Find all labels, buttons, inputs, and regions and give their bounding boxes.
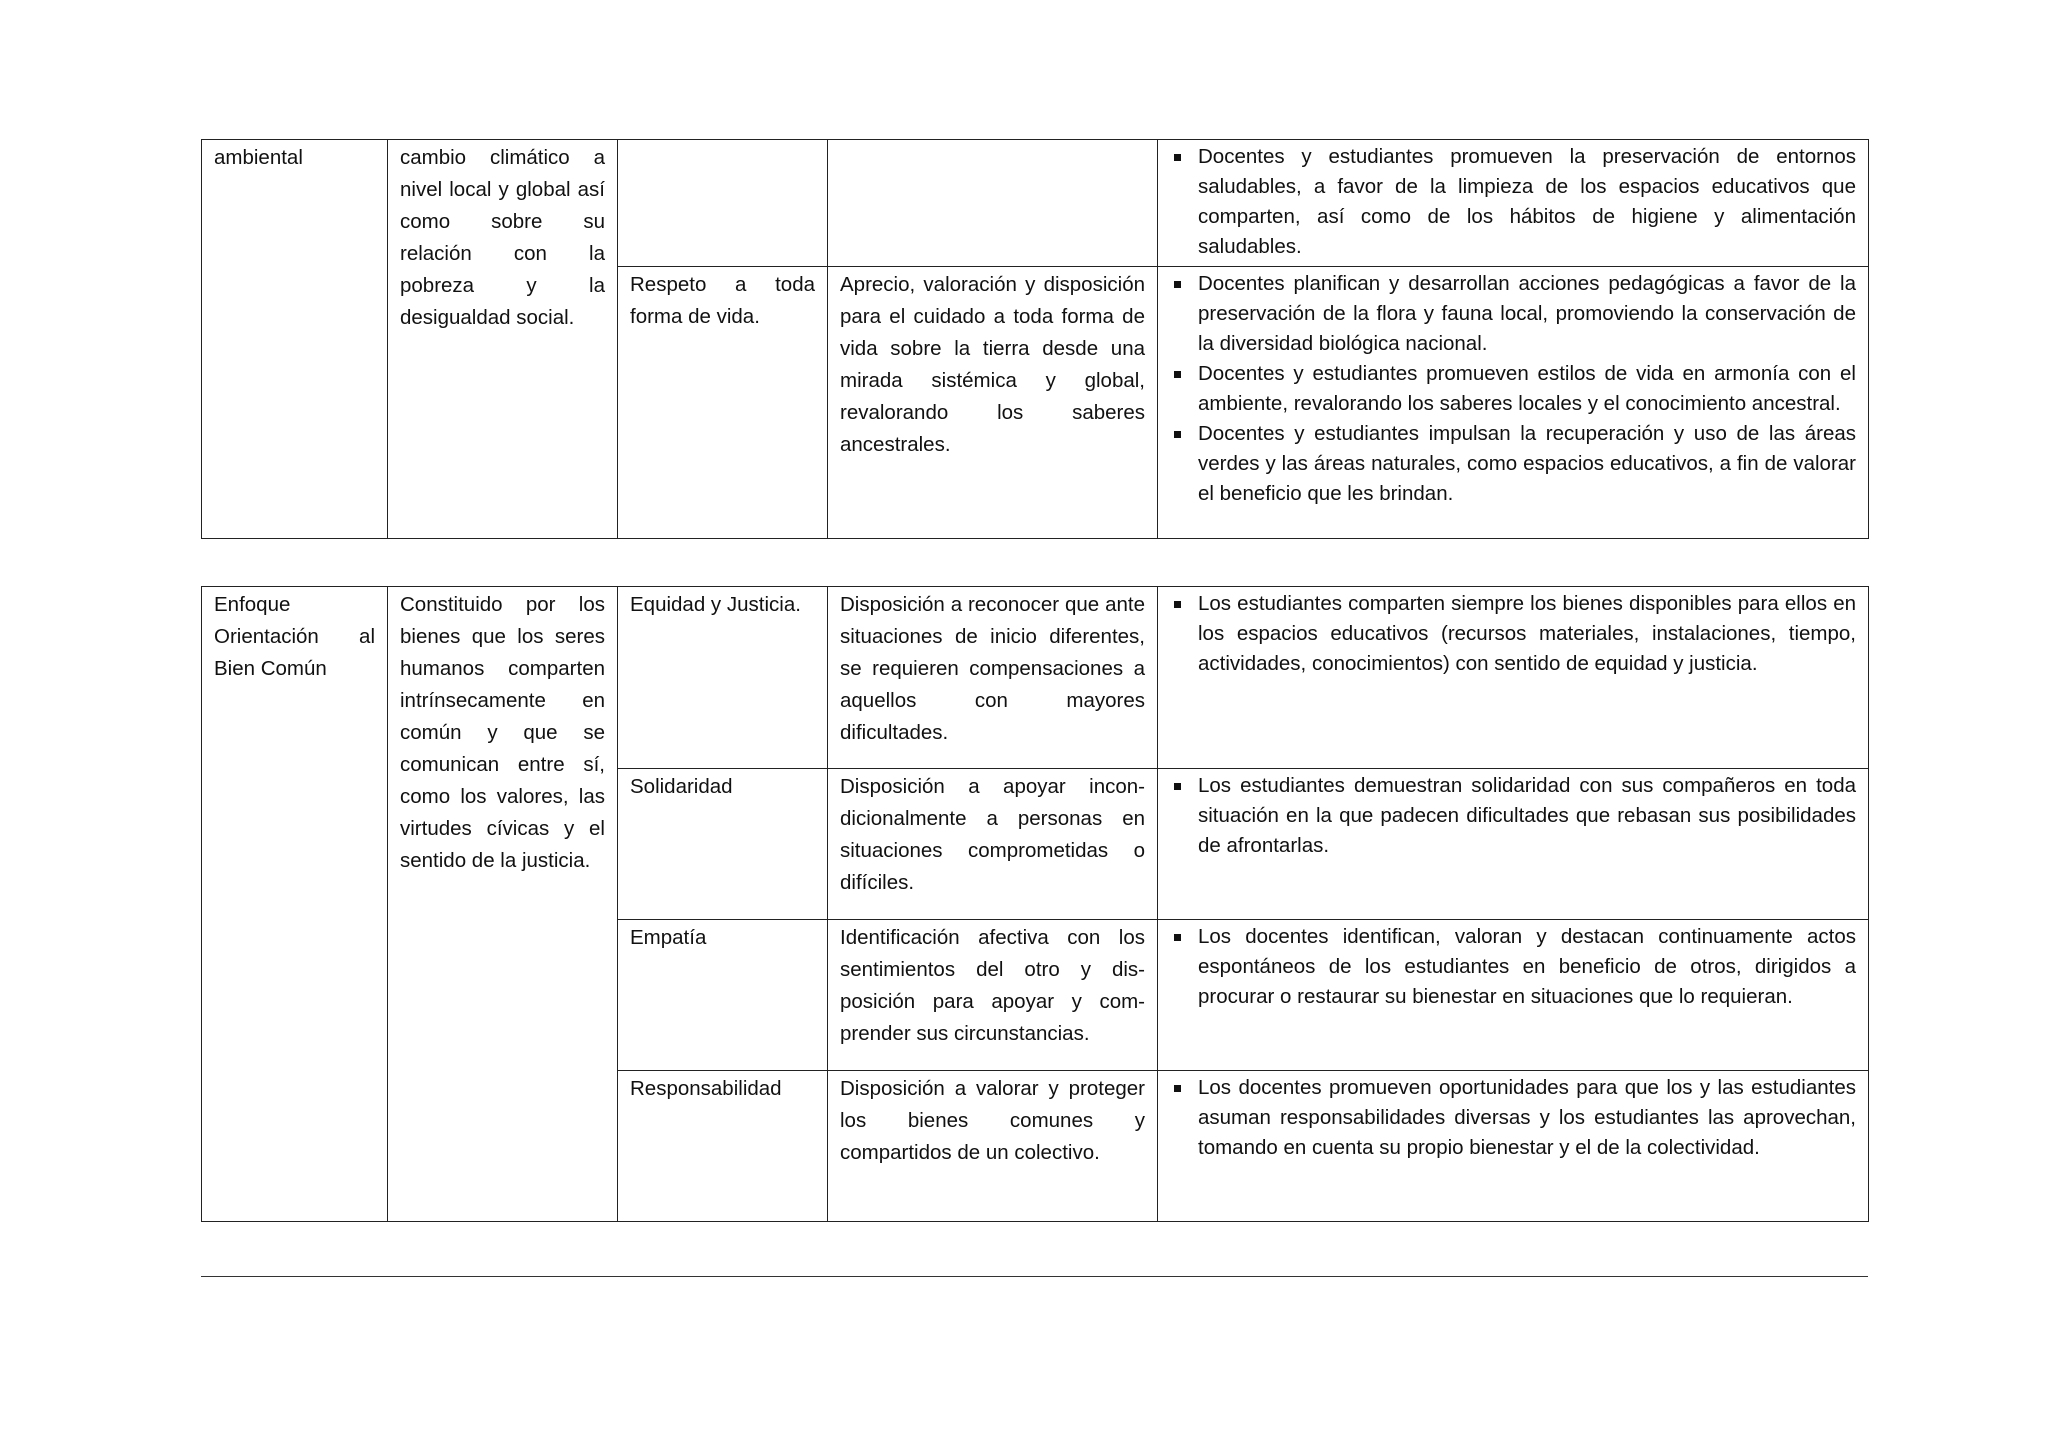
square-bullet-icon bbox=[1174, 1085, 1181, 1092]
list-item: Docentes y estudiantes promueven la preservación de entornos saludables, a favor de la limpieza de los espacios educativos que comparten, así como de los hábitos de higiene y alimentación saludables. bbox=[1170, 142, 1856, 262]
square-bullet-icon bbox=[1174, 431, 1181, 438]
actitud-cell: Disposición a reconocer que ante situaciones de inicio diferentes, se requieren compensaciones a aquellos con mayores dificultades. bbox=[828, 587, 1158, 769]
list-item: Docentes y estudiantes promueven estilos de vida en armonía con el ambiente, revalorando los saberes locales y el conocimiento ancestral. bbox=[1170, 359, 1856, 419]
valor-cell: Respeto a toda forma de vida. bbox=[618, 267, 828, 539]
actitud-cell bbox=[828, 140, 1158, 267]
indicadores-cell bbox=[1158, 140, 1869, 267]
list-item: Docentes planifican y desarrollan acciones pedagógicas a favor de la preservación de la flora y fauna local, promoviendo la conservación de la diversidad biológica nacional. bbox=[1170, 269, 1856, 359]
square-bullet-icon bbox=[1174, 601, 1181, 608]
list-item: Los estudiantes comparten siempre los bienes disponibles para ellos en los espacios educativos (recursos materiales, instalaciones, tiempo, actividades, conocimientos) con sentido de equidad y justicia. bbox=[1170, 589, 1856, 679]
indicadores-cell bbox=[1158, 267, 1869, 539]
table-row bbox=[202, 140, 1869, 267]
bien-comun-table bbox=[201, 586, 1869, 1222]
valor-cell: Solidaridad bbox=[618, 769, 828, 920]
actitud-cell: Aprecio, valoración y disposición para el cuidado a toda forma de vida sobre la tierra desde una mirada sistémica y global, revalorando los saberes ancestrales. bbox=[828, 267, 1158, 539]
indicadores-cell bbox=[1158, 769, 1869, 920]
indicadores-cell bbox=[1158, 920, 1869, 1071]
square-bullet-icon bbox=[1174, 281, 1181, 288]
list-item: Los docentes promueven oportunidades para que los y las estudiantes asuman responsabilidades diversas y los estudiantes las aprovechan, tomando en cuenta su propio bienestar y el de la colectividad. bbox=[1170, 1073, 1856, 1163]
enfoque-cell: Enfoque Orientación al Bien Común bbox=[202, 587, 388, 1222]
indicadores-cell bbox=[1158, 1071, 1869, 1222]
actitud-cell: Identificación afectiva con los sentimientos del otro y dis-posición para apoyar y com-prender sus circunstancias. bbox=[828, 920, 1158, 1071]
table-row bbox=[202, 587, 1869, 769]
definicion-cell: Constituido por los bienes que los seres humanos comparten intrínsecamente en común y que se comunican entre sí, como los valores, las virtudes cívicas y el sentido de la justicia. bbox=[388, 587, 618, 1222]
list-item: Los estudiantes demuestran solidaridad con sus compañeros en toda situación en la que padecen dificultades que rebasan sus posibilidades de afrontarlas. bbox=[1170, 771, 1856, 861]
list-item: Docentes y estudiantes impulsan la recuperación y uso de las áreas verdes y las áreas naturales, como espacios educativos, a fin de valorar el beneficio que les brindan. bbox=[1170, 419, 1856, 509]
ambiental-table bbox=[201, 139, 1869, 539]
square-bullet-icon bbox=[1174, 154, 1181, 161]
indicadores-cell bbox=[1158, 587, 1869, 769]
enfoque-cell: ambiental bbox=[202, 140, 388, 539]
square-bullet-icon bbox=[1174, 783, 1181, 790]
valor-cell bbox=[618, 140, 828, 267]
list-item: Los docentes identifican, valoran y destacan continuamente actos espontáneos de los estudiantes en beneficio de otros, dirigidos a procurar o restaurar su bienestar en situaciones que lo requieran. bbox=[1170, 922, 1856, 1012]
valor-cell: Empatía bbox=[618, 920, 828, 1071]
square-bullet-icon bbox=[1174, 934, 1181, 941]
definicion-cell: cambio climático a nivel local y global así como sobre su relación con la pobreza y la desigualdad social. bbox=[388, 140, 618, 539]
footer-divider bbox=[201, 1276, 1868, 1277]
valor-cell: Equidad y Justicia. bbox=[618, 587, 828, 769]
valor-cell: Responsabilidad bbox=[618, 1071, 828, 1222]
square-bullet-icon bbox=[1174, 371, 1181, 378]
actitud-cell: Disposición a valorar y proteger los bienes comunes y compartidos de un colectivo. bbox=[828, 1071, 1158, 1222]
actitud-cell: Disposición a apoyar incon-dicionalmente a personas en situaciones comprometidas o difíciles. bbox=[828, 769, 1158, 920]
